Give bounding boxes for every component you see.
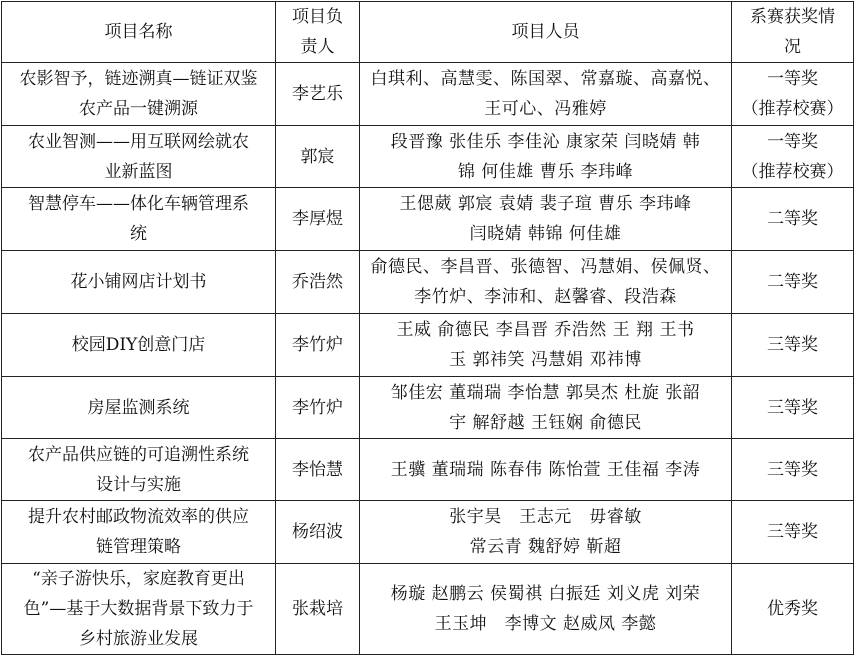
table-row — [2, 63, 854, 126]
award-cell-line: （推荐校赛） — [741, 161, 844, 182]
members-cell-line: 王偲葳 郭宸 袁婧 裴子瑄 曹乐 李玮峰 — [399, 194, 692, 214]
award-cell — [732, 63, 854, 126]
leader-cell: 乔浩然 — [276, 251, 360, 314]
project-name-cell-line: 提升农村邮政物流效率的供应 — [28, 507, 249, 527]
members-cell — [360, 377, 732, 439]
award-cell-line: 二等奖 — [767, 272, 818, 292]
award-cell-line: 二等奖 — [767, 209, 818, 229]
award-cell — [732, 377, 854, 439]
project-name-cell — [2, 439, 276, 501]
members-cell — [360, 314, 732, 377]
project-name-cell-line: 房屋监测系统 — [87, 397, 190, 418]
members-cell-line: 锦 何佳雄 曹乐 李玮峰 — [457, 161, 634, 182]
project-name-cell-line: 花小铺网店计划书 — [70, 272, 207, 292]
project-name-cell — [2, 314, 276, 377]
members-cell-line: 段晋豫 张佳乐 李佳沁 康家荣 闫晓婧 韩 — [390, 131, 701, 152]
table-row — [2, 126, 854, 188]
leader-cell: 李竹炉 — [276, 377, 360, 439]
project-name-cell-line: 业新蓝图 — [104, 161, 173, 182]
award-cell — [732, 188, 854, 251]
leader-cell: 郭宸 — [276, 126, 360, 188]
members-cell-line: 王骥 董瑞瑞 陈春伟 陈怡萱 王佳福 李涛 — [390, 459, 701, 480]
header-row — [2, 2, 854, 63]
members-cell — [360, 63, 732, 126]
award-cell-line: 三等奖 — [767, 522, 818, 542]
project-name-cell — [2, 564, 276, 655]
project-name-cell-line: 农业智测——用互联网绘就农 — [28, 131, 249, 152]
members-cell-line: 闫晓婧 韩锦 何佳雄 — [469, 224, 622, 244]
members-cell-line: 俞德民、李昌晋、张德智、冯慧娟、侯佩贤、 — [370, 257, 721, 277]
members-cell-line: 常云青 魏舒婷 靳超 — [469, 537, 622, 557]
award-cell-line: 三等奖 — [767, 397, 818, 418]
table-row — [2, 188, 854, 251]
members-cell-line: 王玉坤 李博文 赵威凤 李懿 — [434, 614, 657, 634]
members-cell-line: 张宇昊 王志元 毋睿敏 — [449, 507, 642, 527]
members-cell-line: 王可心、冯雅婷 — [484, 99, 607, 119]
project-name-cell — [2, 377, 276, 439]
project-name-cell — [2, 188, 276, 251]
table-row — [2, 501, 854, 564]
members-cell — [360, 126, 732, 188]
project-name-cell — [2, 63, 276, 126]
leader-cell: 杨绍波 — [276, 501, 360, 564]
table-row — [2, 564, 854, 655]
project-name-cell-line: 校园DIY创意门店 — [71, 335, 206, 355]
members-cell — [360, 439, 732, 501]
project-name-cell-line: 统 — [130, 224, 147, 244]
award-cell-line: 三等奖 — [767, 459, 818, 480]
table-row — [2, 439, 854, 501]
leader-cell: 李怡慧 — [276, 439, 360, 501]
project-name-cell-line: 智慧停车——体化车辆管理系 — [28, 194, 249, 214]
members-cell-line: 玉 郭祎笑 冯慧娟 邓祎博 — [449, 350, 642, 370]
members-cell — [360, 251, 732, 314]
members-cell-line: 李竹炉、李沛和、赵馨睿、段浩森 — [414, 287, 677, 307]
project-name-cell-line: 农产品供应链的可追溯性系统 — [28, 444, 249, 465]
award-cell-line: （推荐校赛） — [741, 99, 844, 119]
award-cell — [732, 126, 854, 188]
members-cell-line: 白琪利、高慧雯、陈国翠、常嘉璇、高嘉悦、 — [370, 69, 721, 89]
project-name-cell-line: “亲子游快乐，家庭教育更出 — [32, 569, 245, 589]
members-cell — [360, 188, 732, 251]
header-project-name: 项目名称 — [2, 2, 276, 63]
award-cell-line: 优秀奖 — [767, 599, 818, 619]
table-row — [2, 251, 854, 314]
award-cell-line: 三等奖 — [767, 335, 818, 355]
project-name-cell-line: 农影智予，链迹溯真—链证双鉴 — [19, 69, 258, 89]
table-row — [2, 314, 854, 377]
award-cell — [732, 501, 854, 564]
members-cell-line: 王威 俞德民 李昌晋 乔浩然 王 翔 王书 — [396, 320, 695, 340]
awards-table — [1, 1, 854, 655]
award-cell — [732, 314, 854, 377]
members-cell — [360, 564, 732, 655]
project-name-cell-line: 农产品一键溯源 — [79, 99, 198, 119]
project-name-cell — [2, 501, 276, 564]
table-row — [2, 377, 854, 439]
project-name-cell-line: 链管理策略 — [96, 537, 181, 557]
header-leader-text: 项目负责人 — [292, 7, 343, 57]
leader-cell: 李厚煜 — [276, 188, 360, 251]
leader-cell: 李竹炉 — [276, 314, 360, 377]
award-cell-line: 一等奖 — [767, 131, 818, 152]
project-name-cell-line: 色”—基于大数据背景下致力于 — [23, 599, 254, 619]
leader-cell: 张栽培 — [276, 564, 360, 655]
header-members: 项目人员 — [360, 2, 732, 63]
members-cell — [360, 501, 732, 564]
header-award-text: 系赛获奖情况 — [750, 7, 835, 57]
members-cell-line: 杨璇 赵鹏云 侯蜀祺 白振廷 刘义虎 刘荣 — [390, 584, 701, 604]
header-award — [732, 2, 854, 63]
award-cell-line: 一等奖 — [767, 69, 818, 89]
members-cell-line: 邹佳宏 董瑞瑞 李怡慧 郭昊杰 杜旋 张韶 — [390, 382, 701, 403]
project-name-cell — [2, 126, 276, 188]
award-cell — [732, 439, 854, 501]
header-leader — [276, 2, 360, 63]
award-cell — [732, 251, 854, 314]
project-name-cell-line: 设计与实施 — [96, 474, 181, 495]
leader-cell: 李艺乐 — [276, 63, 360, 126]
award-cell — [732, 564, 854, 655]
project-name-cell — [2, 251, 276, 314]
project-name-cell-line: 乡村旅游业发展 — [79, 629, 198, 649]
table-body — [2, 63, 854, 655]
members-cell-line: 宇 解舒越 王钰娴 俞德民 — [449, 412, 642, 433]
